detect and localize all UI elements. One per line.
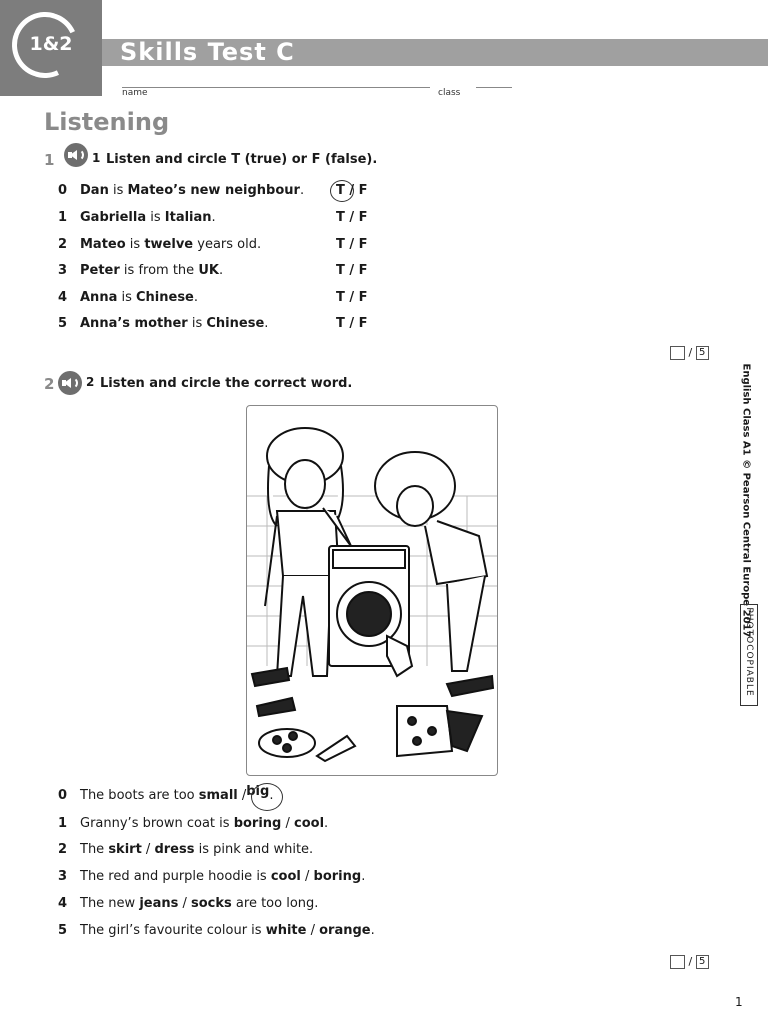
score-box: / 5	[670, 955, 709, 969]
photocopiable-stamp	[740, 604, 758, 706]
true-false-choice[interactable]: T / F	[336, 290, 368, 305]
class-label: class	[438, 88, 461, 98]
true-false-choice[interactable]: T / F	[336, 210, 368, 225]
true-false-choice[interactable]: T / F	[336, 316, 368, 331]
score-total: 5	[696, 346, 709, 360]
answer-circle	[251, 783, 283, 811]
name-line	[122, 87, 430, 88]
exercise-2-instruction: Listen and circle the correct word.	[100, 376, 353, 391]
score-total: 5	[696, 955, 709, 969]
name-label: name	[122, 88, 148, 98]
unit-badge	[0, 0, 102, 96]
section-heading: Listening	[44, 108, 170, 136]
score-input[interactable]	[670, 955, 685, 969]
page-number: 1	[735, 995, 743, 1009]
class-line	[476, 87, 512, 88]
exercise-2-number: 2	[44, 375, 55, 393]
speaker-icon[interactable]	[58, 371, 82, 395]
exercise-1-instruction: Listen and circle T (true) or F (false).	[106, 152, 378, 167]
title-bar	[102, 39, 768, 66]
score-box: / 5	[670, 346, 709, 360]
track-number: 1	[92, 151, 101, 165]
true-false-choice[interactable]: T / F	[336, 237, 368, 252]
unit-badge-label: 1&2	[29, 33, 73, 55]
exercise-1-number: 1	[44, 151, 55, 169]
true-false-choice[interactable]: T / F	[336, 263, 368, 278]
speaker-icon[interactable]	[64, 143, 88, 167]
page-title: Skills Test C	[120, 38, 295, 66]
copyright-notice	[738, 363, 754, 638]
copyright-text: English Class A1 © Pearson Central Europe 2017	[740, 363, 752, 638]
track-number: 2	[86, 375, 95, 389]
photocopiable-text: PHOTOCOPIABLE	[744, 607, 754, 697]
true-false-choice[interactable]: T / F	[336, 183, 368, 198]
score-input[interactable]	[670, 346, 685, 360]
laundry-illustration	[246, 405, 498, 776]
